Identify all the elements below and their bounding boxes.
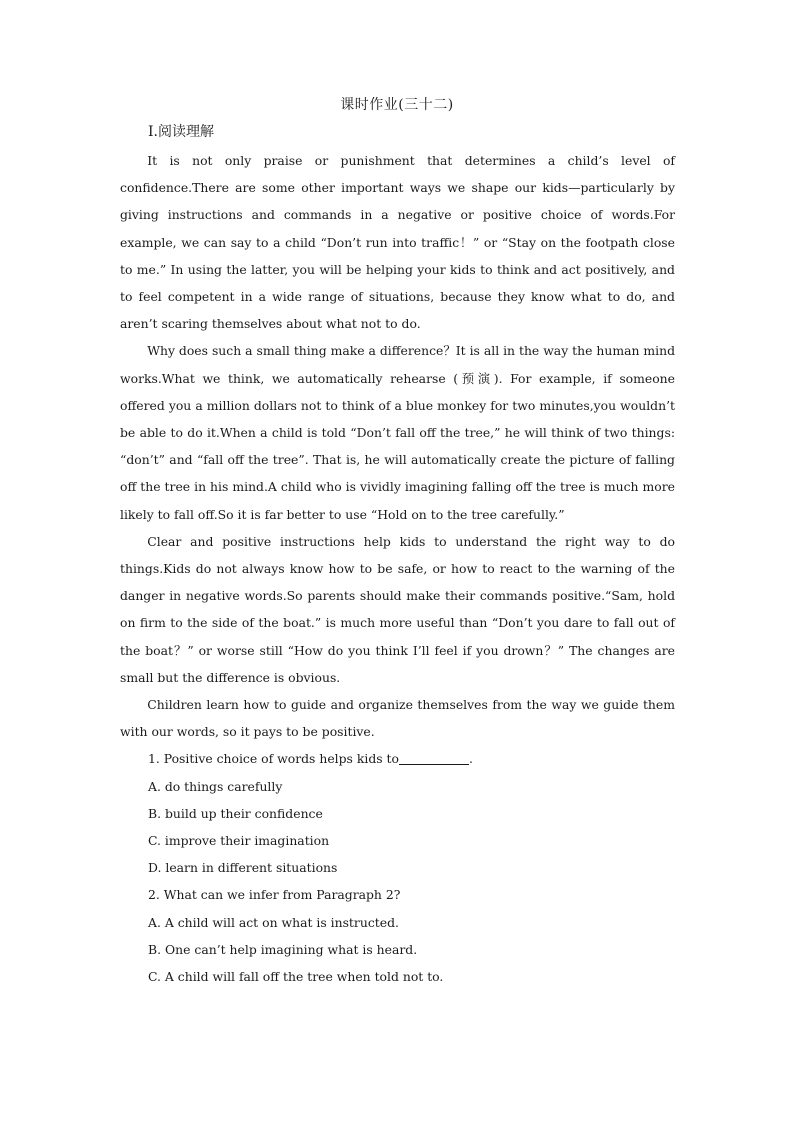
question-2-option-b: B. One can’t help imagining what is heard. <box>148 941 418 957</box>
question-2-option-a: A. A child will act on what is instructed. <box>148 914 399 930</box>
question-1-option-d: D. learn in different situations <box>148 860 338 876</box>
question-1-option-a: A. do things carefully <box>148 778 283 794</box>
question-1-stem-end: . <box>469 751 473 767</box>
page-title: 课时作业(三十二) <box>340 97 454 113</box>
question-1-stem <box>120 745 675 772</box>
question-list <box>120 745 675 990</box>
passage-paragraph-3: Clear and positive instructions help kids to understand the right way to do things.Kids do not always know how to be safe, or how to react to the warning of the danger in negative words.So parents should make their commands positive.“Sam, hold on firm to the side of the boat.” is much more useful than “Don’t you dare to fall out of the boat？” or worse still “How do you think I’ll feel if you drown？” The changes are small but the difference is obvious. <box>120 533 675 685</box>
question-2-stem: 2. What can we infer from Paragraph 2? <box>148 887 401 903</box>
question-2-option-c: C. A child will fall off the tree when told not to. <box>148 969 444 985</box>
passage-paragraph-4: Children learn how to guide and organize themselves from the way we guide them with our words, so it pays to be positive. <box>120 697 675 740</box>
section-heading: Ⅰ.阅读理解 <box>148 124 214 140</box>
reading-passage <box>120 147 675 990</box>
question-1-option-c: C. improve their imagination <box>148 833 330 849</box>
question-1-option-b: B. build up their confidence <box>148 805 323 821</box>
question-1-stem-text: 1. Positive choice of words helps kids to <box>148 751 399 767</box>
passage-paragraph-2: Why does such a small thing make a difference？It is all in the way the human mind works.What we think, we automatically rehearse (预演). For example, if someone offered you a million dollars not to think of a blue monkey for two minutes,you wouldn’t be able to do it.When a child is told “Don’t fall off the tree,” he will think of two things: “don’t” and “fall off the tree”. That is, he will automatically create the picture of falling off the tree in his mind.A child who is vividly imagining falling off the tree is much more likely to fall off.So it is far better to use “Hold on to the tree carefully.” <box>120 343 676 522</box>
answer-blank <box>399 750 469 765</box>
passage-paragraph-1: It is not only praise or punishment that determines a child’s level of confidence.There are some other important ways we shape our kids—particularly by giving instructions and commands in a negative or positive choice of words.For example, we can say to a child “Don’t run into traffic！” or “Stay on the footpath close to me.” In using the latter, you will be helping your kids to think and act positively, and to feel competent in a wide range of situations, because they know what to do, and aren’t scaring themselves about what not to do. <box>120 153 675 332</box>
